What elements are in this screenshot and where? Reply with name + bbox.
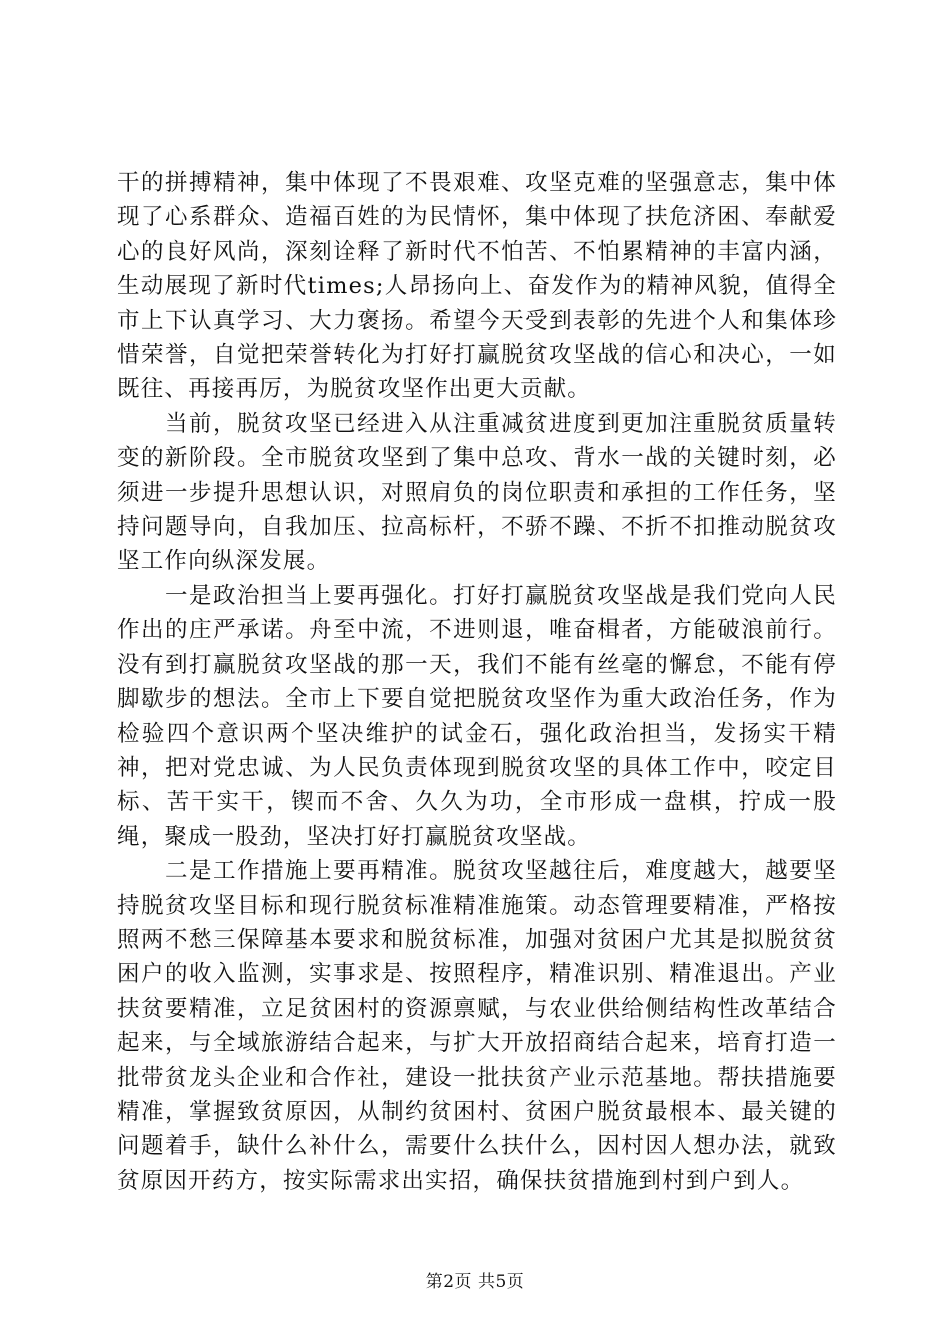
paragraph-current-stage: 当前，脱贫攻坚已经进入从注重减贫进度到更加注重脱贫质量转变的新阶段。全市脱贫攻坚到了集中总攻、背水一战的关键时刻，必须进一步提升思想认识，对照肩负的岗位职责和承担的工作任务，坚持问题导向，自我加压、拉高标杆，不骄不躁、不折不扣推动脱贫攻坚工作向纵深发展。 xyxy=(117,410,837,575)
paragraph-political-responsibility: 一是政治担当上要再强化。打好打赢脱贫攻坚战是我们党向人民作出的庄严承诺。舟至中流，不进则退，唯奋楫者，方能破浪前行。没有到打赢脱贫攻坚战的那一天，我们不能有丝毫的懈怠，不能有停脚歇步的想法。全市上下要自觉把脱贫攻坚作为重大政治任务，作为检验四个意识两个坚决维护的试金石，强化政治担当，发扬实干精神，把对党忠诚、为人民负责体现到脱贫攻坚的具体工作中，咬定目标、苦干实干，锲而不舍、久久为功，全市形成一盘棋，拧成一股绳，聚成一股劲，坚决打好打赢脱贫攻坚战。 xyxy=(117,582,837,850)
paragraph-work-measures: 二是工作措施上要再精准。脱贫攻坚越往后，难度越大，越要坚持脱贫攻坚目标和现行脱贫标准精准施策。动态管理要精准，严格按照两不愁三保障基本要求和脱贫标准，加强对贫困户尤其是拟脱贫贫困户的收入监测，实事求是、按照程序，精准识别、精准退出。产业扶贫要精准，立足贫困村的资源禀赋，与农业供给侧结构性改革结合起来，与全域旅游结合起来，与扩大开放招商结合起来，培育打造一批带贫龙头企业和合作社，建设一批扶贫产业示范基地。帮扶措施要精准，掌握致贫原因，从制约贫困村、贫困户脱贫最根本、最关键的问题着手，缺什么补什么，需要什么扶什么，因村因人想办法，就致贫原因开药方，按实际需求出实招，确保扶贫措施到村到户到人。 xyxy=(117,858,837,1194)
body-text xyxy=(117,166,837,1198)
paragraph-continuation: 干的拼搏精神，集中体现了不畏艰难、攻坚克难的坚强意志，集中体现了心系群众、造福百姓的为民情怀，集中体现了扶危济困、奉献爱心的良好风尚，深刻诠释了新时代不怕苦、不怕累精神的丰富内涵，生动展现了新时代times;人昂扬向上、奋发作为的精神风貌，值得全市上下认真学习、大力褒扬。希望今天受到表彰的先进个人和集体珍惜荣誉，自觉把荣誉转化为打好打赢脱贫攻坚战的信心和决心，一如既往、再接再厉，为脱贫攻坚作出更大贡献。 xyxy=(117,170,837,403)
page-footer: 第2页 共5页 xyxy=(425,1272,525,1292)
